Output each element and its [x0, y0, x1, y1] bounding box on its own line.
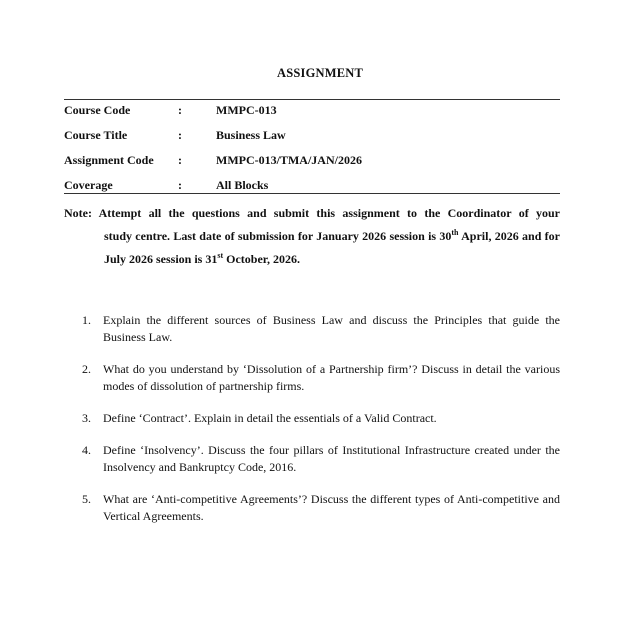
question-text: Explain the different sources of Business Law and discuss the Principles that guide the Business Law. [103, 313, 560, 344]
assignment-code-colon: : [178, 153, 182, 167]
question-text: What do you understand by ‘Dissolution of a Partnership firm’? Discuss in detail the various modes of dissolution of partnership firms. [103, 362, 560, 393]
question-list [82, 312, 560, 540]
question-text: Define ‘Contract’. Explain in detail the essentials of a Valid Contract. [103, 411, 437, 425]
course-code-row [64, 101, 560, 126]
question-number: 2. [82, 362, 91, 376]
question-item [82, 361, 560, 395]
assignment-code-value: MMPC-013/TMA/JAN/2026 [216, 153, 362, 167]
coverage-row [64, 176, 560, 201]
note-part-3: October, 2026. [223, 252, 301, 266]
course-title-value: Business Law [216, 128, 286, 142]
table-bottom-rule [64, 193, 560, 194]
course-title-label: Course Title [64, 128, 128, 142]
question-text: Define ‘Insolvency’. Discuss the four pillars of Institutional Infrastructure created under the Insolvency and Bankruptcy Code, 2016. [103, 443, 560, 474]
course-code-value: MMPC-013 [216, 103, 277, 117]
note-sup-1: th [451, 228, 459, 237]
note-line-1: Note: Attempt all the questions and submit this assignment to the Coordinator of your [64, 206, 560, 220]
coverage-value: All Blocks [216, 178, 269, 192]
note-deadline-text [64, 225, 560, 271]
question-item [82, 442, 560, 476]
submission-note [64, 202, 560, 271]
course-title-row [64, 126, 560, 151]
note-sup-2: st [217, 251, 224, 260]
assignment-code-row [64, 151, 560, 176]
table-top-rule [64, 99, 560, 100]
assignment-code-label: Assignment Code [64, 153, 154, 167]
note-part-1: study centre. Last date of submission for January 2026 session is 30 [104, 229, 452, 243]
assignment-title: ASSIGNMENT [276, 66, 364, 80]
question-number: 5. [82, 492, 91, 506]
course-title-colon: : [178, 128, 182, 142]
coverage-label: Coverage [64, 178, 113, 192]
question-item [82, 410, 560, 427]
course-info-table [64, 101, 560, 201]
coverage-colon: : [178, 178, 182, 192]
question-item [82, 312, 560, 346]
question-item [82, 491, 560, 525]
question-number: 3. [82, 411, 91, 425]
question-number: 4. [82, 443, 91, 457]
note-part-2: April, 2026 and for July 2026 session is 31 [104, 229, 560, 266]
course-code-label: Course Code [64, 103, 131, 117]
question-number: 1. [82, 313, 91, 327]
course-code-colon: : [178, 103, 182, 117]
question-text: What are ‘Anti-competitive Agreements’? Discuss the different types of Anti-competitive and Vertical Agreements. [103, 492, 560, 523]
